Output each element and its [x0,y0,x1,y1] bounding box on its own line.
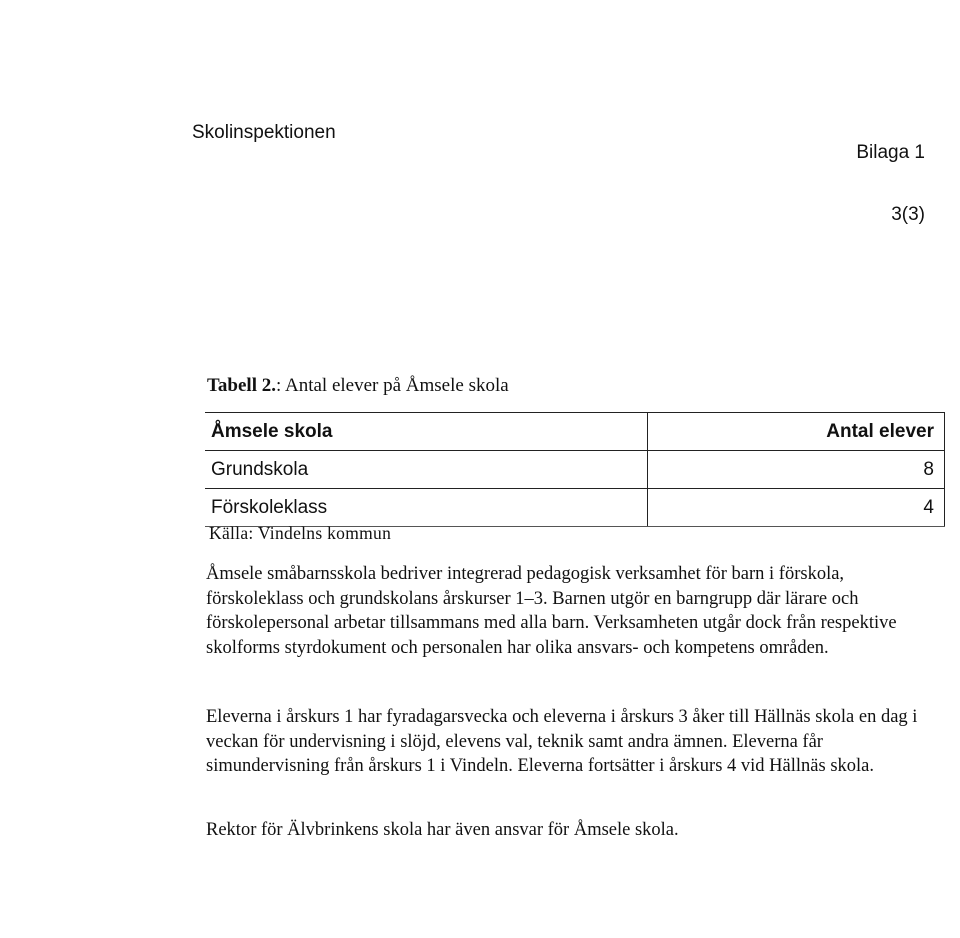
column-header-school: Åmsele skola [205,413,648,451]
table-row [205,489,945,527]
table-caption-label: Tabell 2. [207,375,276,396]
body-paragraph [206,705,926,779]
table-row [205,451,945,489]
column-header-students: Antal elever [648,413,945,451]
row-label: Förskoleklass [205,489,648,527]
body-paragraph [206,562,926,660]
table-caption-text: : Antal elever på Åmsele skola [276,375,509,396]
paragraph-text: Eleverna i årskurs 1 har fyradagarsvecka och eleverna i årskurs 3 åker till Hällnäs skola en dag i veckan för undervisning i slöjd, elevens val, teknik samt andra ämnen. Eleverna får simundervisning från årskurs 1 i Vindeln. Eleverna fortsätter i årskurs 4 vid Hällnäs skola. [206,707,918,776]
appendix-label: Bilaga 1 [856,142,925,163]
paragraph-text: Åmsele småbarnsskola bedriver integrerad pedagogisk verksamhet för barn i förskola, förskoleklass och grundskolans årskurser 1–3. Barnen utgör en barngrupp där lärare och förskolepersonal arbetar tillsammans med alla barn. Verksamheten utgår dock från respektive skolforms styrdokument och personalen har olika ansvars- och kompetens områden. [206,564,897,658]
row-label: Grundskola [205,451,648,489]
students-table [205,412,945,527]
page-number: 3(3) [891,204,925,225]
table-header-row [205,413,945,451]
row-value: 4 [648,489,945,527]
table-caption [207,375,509,397]
paragraph-text: Rektor för Älvbrinkens skola har även ansvar för Åmsele skola. [206,820,679,840]
body-paragraph [206,818,926,843]
table-source: Källa: Vindelns kommun [209,523,392,543]
organization-name: Skolinspektionen [192,122,336,143]
row-value: 8 [648,451,945,489]
